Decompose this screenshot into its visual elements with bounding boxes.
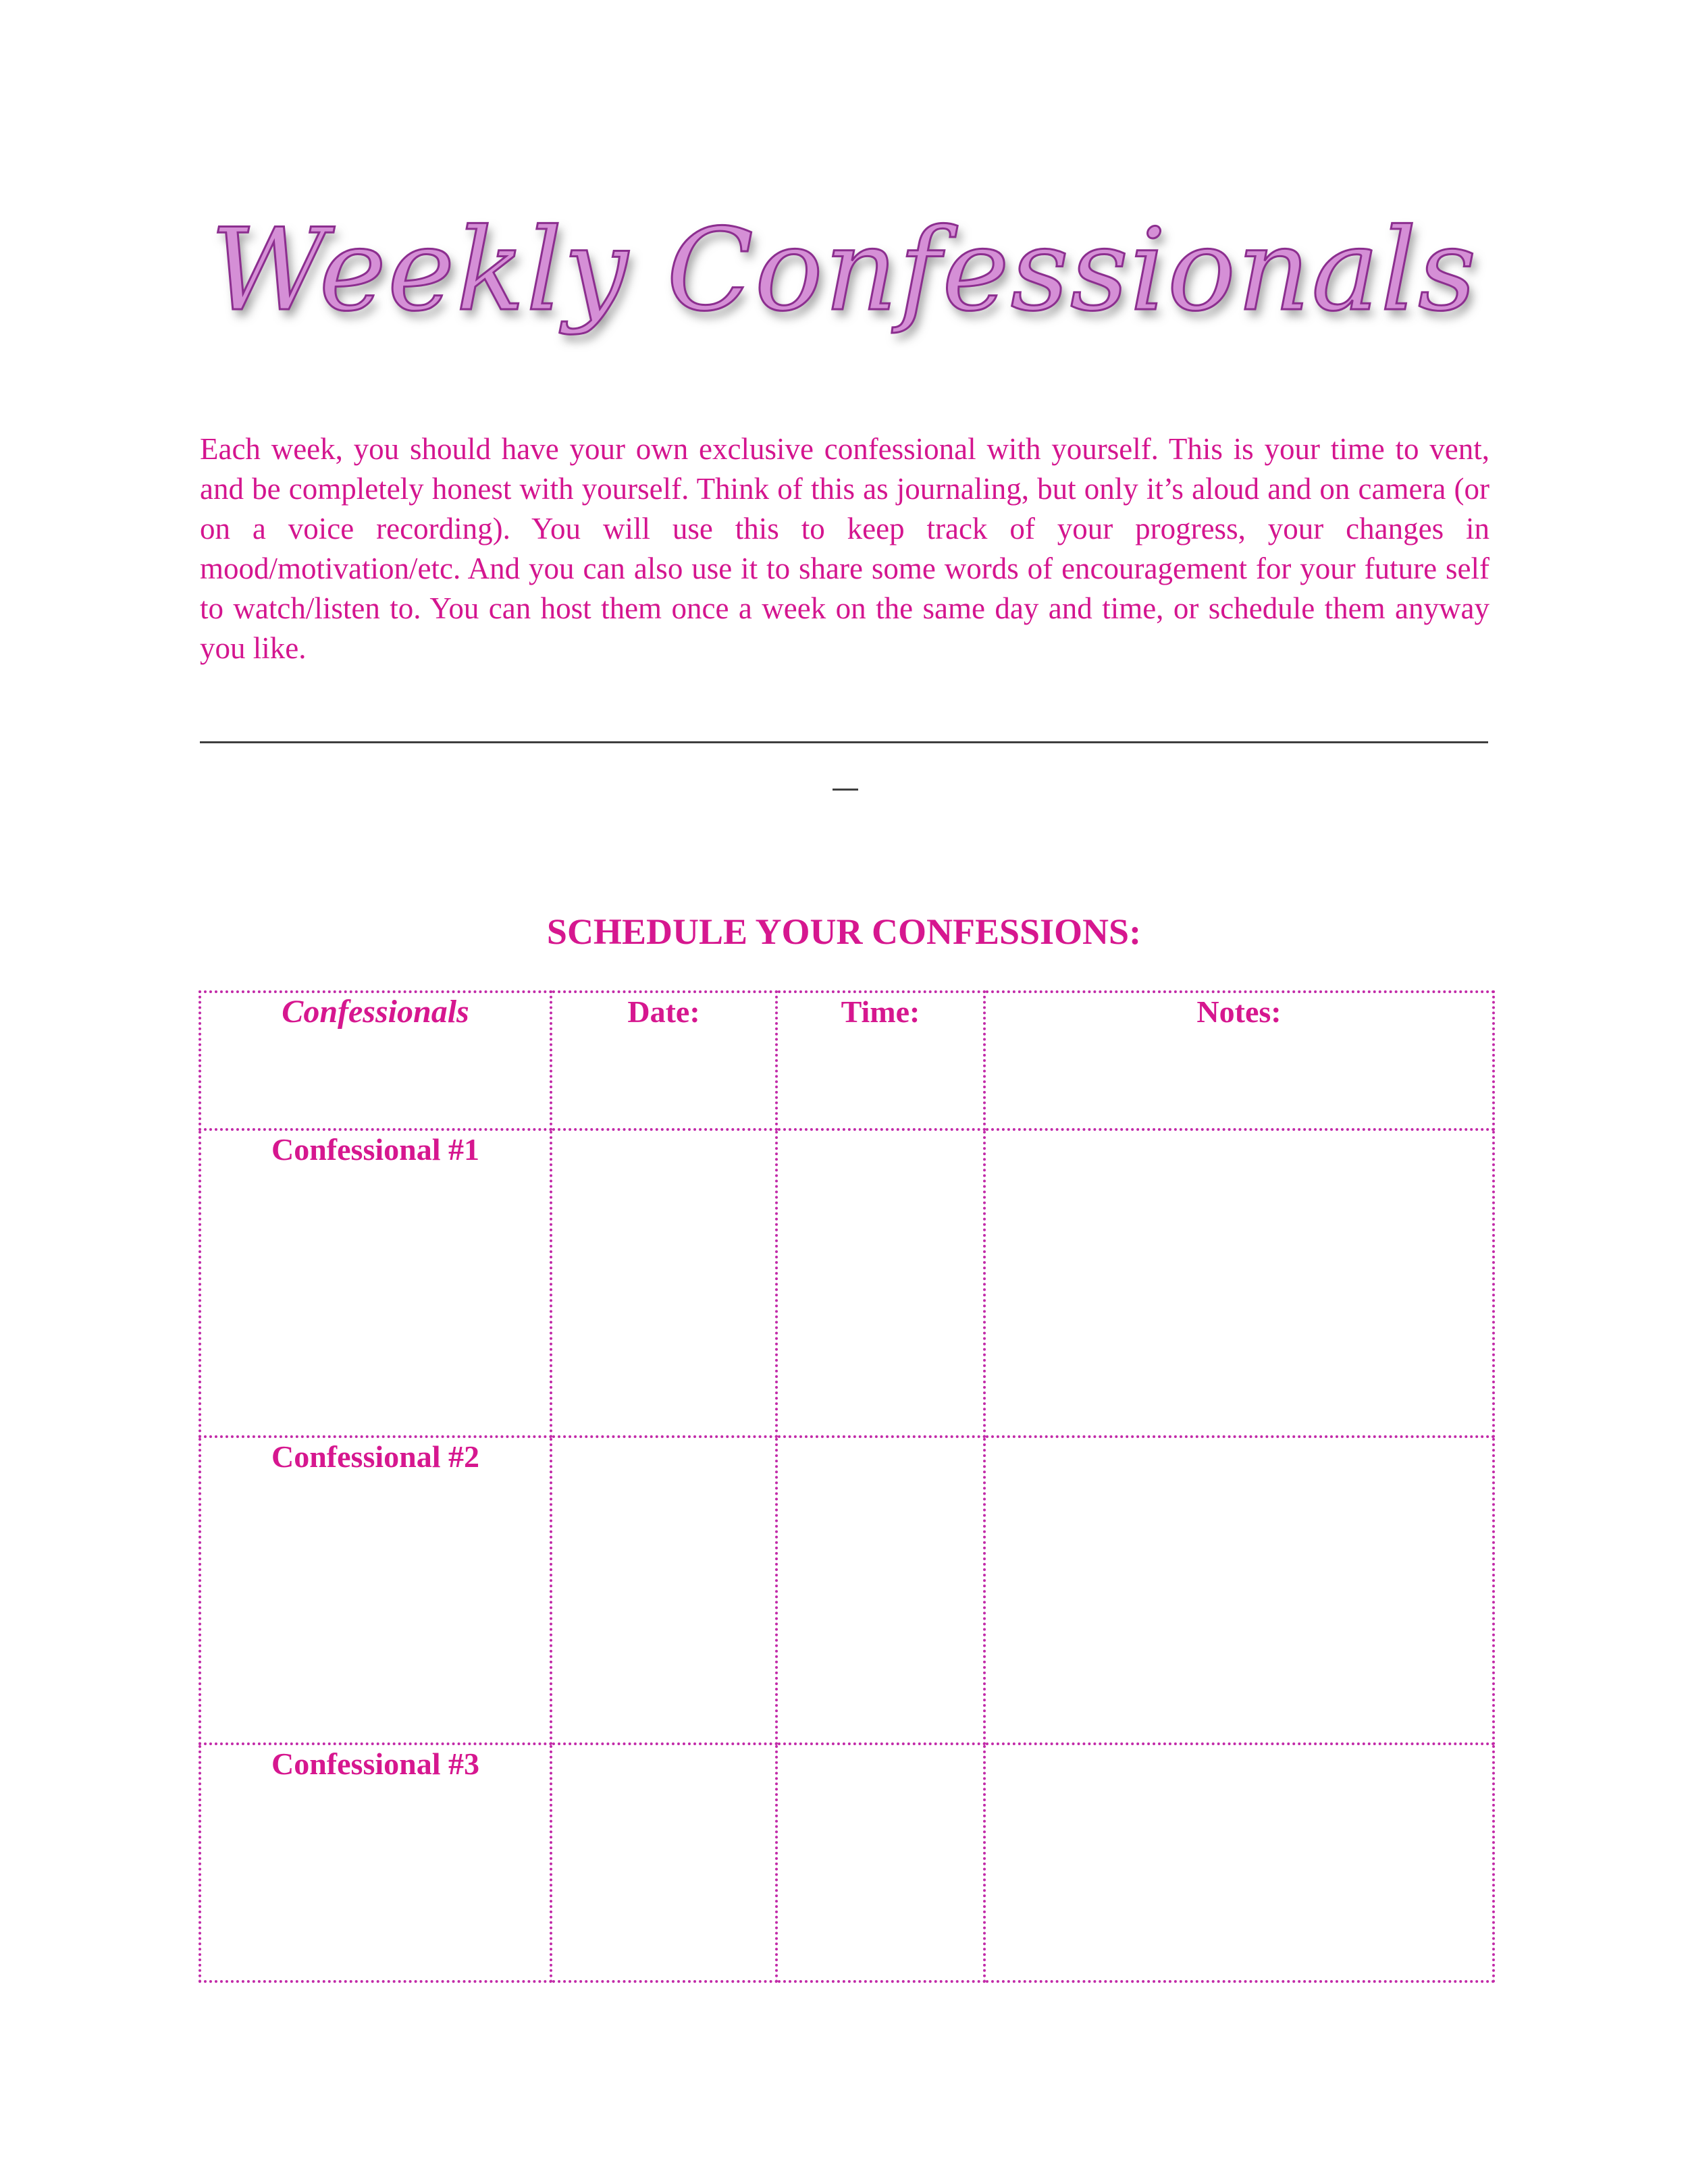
table-row bbox=[200, 1129, 1494, 1437]
notes-cell[interactable] bbox=[984, 1129, 1494, 1437]
page-title: Weekly Confessionals bbox=[210, 204, 1478, 336]
schedule-table bbox=[199, 990, 1495, 1983]
section-heading: SCHEDULE YOUR CONFESSIONS: bbox=[546, 911, 1142, 952]
divider-dash bbox=[833, 789, 858, 791]
time-cell[interactable] bbox=[776, 1744, 984, 1981]
intro-paragraph: Each week, you should have your own exclusive confessional with yourself. This is your time to vent, and be completely honest with yourself. Think of this as journaling, but only it’s aloud and on camera (or on a voice recording). You will use this to keep track of your progress, your changes in mood/motivation/etc. And you can also use it to share some words of encouragement for your future self to watch/listen to. You can host them once a week on the same day and time, or schedule them anyway you like. bbox=[200, 432, 1489, 665]
column-header-confessionals: Confessionals bbox=[200, 992, 551, 1129]
time-cell[interactable] bbox=[776, 1437, 984, 1744]
date-cell[interactable] bbox=[551, 1129, 776, 1437]
table-header-row bbox=[200, 992, 1494, 1129]
column-header-notes: Notes: bbox=[984, 992, 1494, 1129]
notes-cell[interactable] bbox=[984, 1744, 1494, 1981]
column-header-date: Date: bbox=[551, 992, 776, 1129]
date-cell[interactable] bbox=[551, 1437, 776, 1744]
column-header-time: Time: bbox=[776, 992, 984, 1129]
row-label: Confessional #1 bbox=[200, 1129, 551, 1437]
table-row bbox=[200, 1437, 1494, 1744]
table-row bbox=[200, 1744, 1494, 1981]
notes-cell[interactable] bbox=[984, 1437, 1494, 1744]
divider-line bbox=[200, 741, 1488, 743]
time-cell[interactable] bbox=[776, 1129, 984, 1437]
row-label: Confessional #3 bbox=[200, 1744, 551, 1981]
row-label: Confessional #2 bbox=[200, 1437, 551, 1744]
date-cell[interactable] bbox=[551, 1744, 776, 1981]
